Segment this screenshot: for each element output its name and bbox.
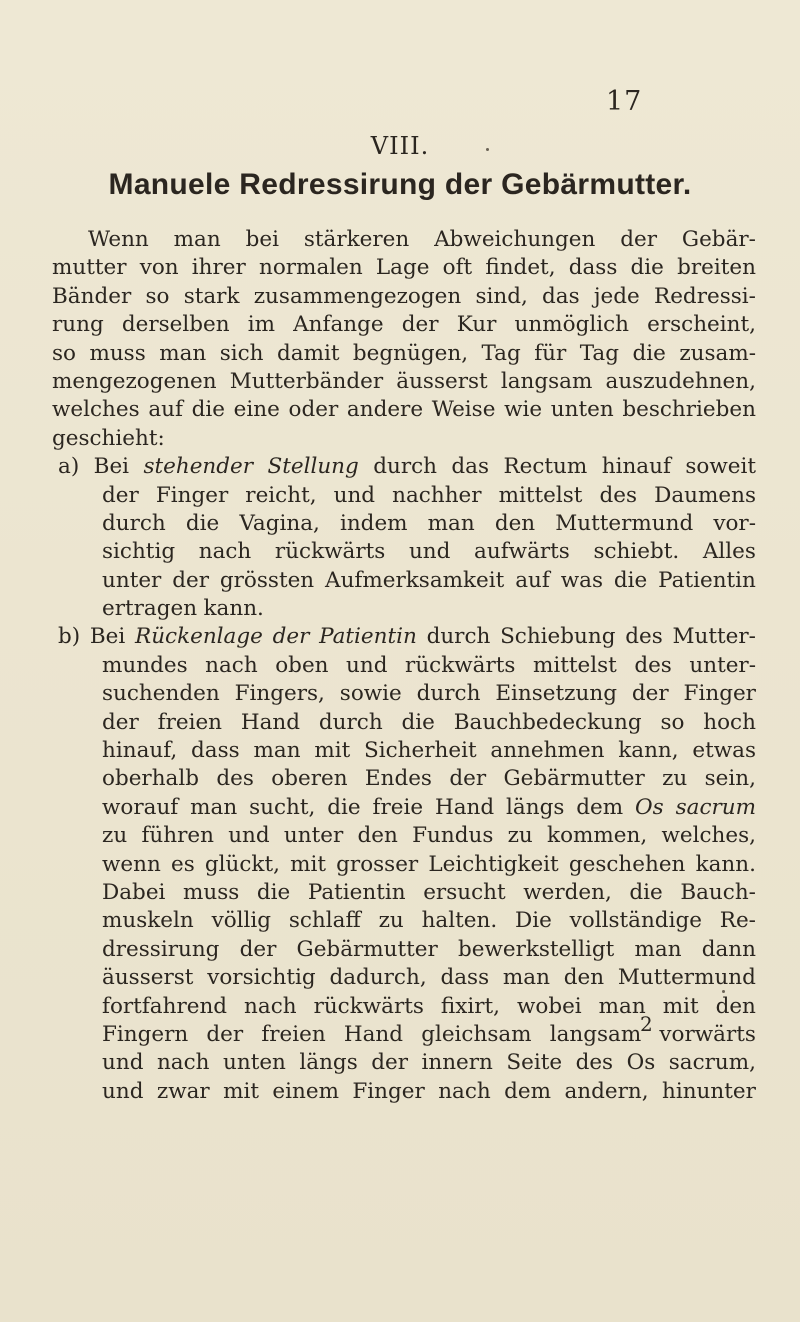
- word: und: [408, 539, 451, 565]
- text-line: [52, 368, 756, 396]
- word: Finger: [352, 1078, 425, 1104]
- word: grosser: [336, 851, 419, 877]
- word: Dabei: [102, 879, 166, 905]
- word: jede: [593, 283, 640, 309]
- word: sichtig: [102, 539, 176, 565]
- word: Endes: [364, 766, 432, 792]
- word: Daumens: [654, 482, 756, 508]
- word: nach: [438, 1078, 491, 1104]
- text-line: [52, 652, 756, 680]
- word: hinunter: [661, 1078, 756, 1104]
- word: freien: [261, 1021, 326, 1047]
- word: mit: [662, 993, 699, 1019]
- word: führen: [141, 823, 214, 849]
- word: Bänder: [52, 283, 132, 309]
- word: kommen,: [547, 823, 648, 849]
- word: innern: [421, 1050, 493, 1076]
- word: nach: [244, 993, 297, 1019]
- word: Fingern: [102, 1021, 189, 1047]
- word: welches,: [661, 823, 756, 849]
- word: äusserst: [102, 965, 194, 991]
- word: der: [206, 1021, 244, 1047]
- word: äusserst: [396, 368, 488, 394]
- word: was: [560, 567, 603, 593]
- word: Anfange: [293, 312, 384, 338]
- word: dressirung: [102, 936, 220, 962]
- word: bei: [245, 227, 279, 252]
- word: schiebt.: [593, 539, 680, 565]
- print-speck: [486, 148, 489, 151]
- text-line: [52, 1078, 756, 1106]
- word: unmöglich: [514, 312, 629, 338]
- word: mundes: [102, 652, 188, 678]
- word: oft: [442, 255, 473, 281]
- text-line: [52, 851, 756, 879]
- word: der: [620, 227, 658, 252]
- word: der: [172, 567, 209, 593]
- word: reicht,: [245, 482, 317, 508]
- word: unter: [283, 823, 344, 849]
- word: sacrum: [675, 794, 756, 820]
- word: mit: [314, 738, 351, 764]
- word: mittelst: [498, 482, 583, 508]
- word: und: [346, 652, 388, 678]
- word: mengezogenen: [52, 368, 217, 394]
- word: Einsetzung: [495, 681, 617, 707]
- word: sich: [219, 340, 264, 366]
- word: kann.: [203, 596, 264, 622]
- word: Sicherheit: [364, 738, 477, 764]
- word: fortfahrend: [102, 993, 228, 1019]
- word: so: [660, 709, 685, 735]
- word: Patientin: [319, 624, 417, 650]
- text-line: [52, 907, 756, 935]
- chapter-number: VIII.: [370, 132, 430, 160]
- word: durch: [416, 681, 481, 707]
- word: durch: [102, 510, 166, 536]
- word: wobei: [516, 993, 582, 1019]
- word: Tag: [481, 340, 521, 366]
- word: der: [371, 1050, 408, 1076]
- word: längs: [299, 1050, 358, 1076]
- word: Fingers,: [234, 681, 325, 707]
- word: den: [563, 965, 605, 991]
- word: glückt,: [204, 851, 280, 877]
- word: Finger: [683, 681, 756, 707]
- page-title: Manuele Redressirung der Gebärmutter.: [108, 168, 692, 201]
- word: erscheint,: [647, 312, 756, 338]
- word: nach: [198, 539, 252, 565]
- word: unter-: [689, 652, 756, 678]
- word: von: [139, 255, 179, 281]
- word: ihrer: [191, 255, 246, 281]
- word: nachher: [392, 482, 482, 508]
- word: vorwärts: [659, 1021, 756, 1047]
- word: unten: [223, 1050, 286, 1076]
- word: kann,: [618, 738, 679, 764]
- word: Mutterbänder: [229, 368, 384, 394]
- word: des: [599, 482, 638, 508]
- word: Re-: [719, 908, 756, 934]
- word: einem: [272, 1078, 339, 1104]
- text-line: [52, 453, 756, 481]
- word: freie: [372, 794, 424, 820]
- word: dass: [191, 738, 240, 764]
- word: etwas: [692, 738, 756, 764]
- word: rung: [52, 312, 104, 338]
- word: sucht,: [249, 794, 316, 820]
- word: die: [401, 709, 435, 735]
- word: dass: [440, 965, 490, 991]
- text-line: [52, 396, 756, 424]
- text-line: [52, 425, 756, 453]
- word: Aufmerksamkeit: [325, 567, 505, 593]
- word: durch: [373, 454, 437, 480]
- word: man: [173, 227, 221, 252]
- word: halten.: [421, 908, 498, 934]
- word: für: [534, 340, 567, 366]
- word: die: [191, 397, 225, 423]
- word: der: [102, 709, 139, 735]
- word: zu: [662, 766, 688, 792]
- word: geschehen: [568, 851, 686, 877]
- word: zu: [378, 908, 404, 934]
- text-line: [52, 765, 756, 793]
- word: gleichsam: [421, 1021, 532, 1047]
- text-line: [52, 680, 756, 708]
- word: es: [170, 851, 195, 877]
- word: die: [632, 340, 666, 366]
- word: bewerkstelligt: [457, 936, 615, 962]
- word: Seite: [506, 1050, 563, 1076]
- word: der: [401, 312, 439, 338]
- word: Redressi-: [654, 283, 756, 309]
- word: mit: [223, 1078, 260, 1104]
- word: und: [102, 1050, 144, 1076]
- word: im: [247, 312, 276, 338]
- word: die: [629, 879, 663, 905]
- word: man: [190, 794, 238, 820]
- word: hinauf,: [102, 738, 178, 764]
- word: wie: [504, 397, 543, 423]
- word: oberen: [271, 766, 348, 792]
- word: Lage: [375, 255, 430, 281]
- word: Bei: [93, 454, 130, 480]
- word: muss: [183, 879, 240, 905]
- text-line: [52, 226, 756, 254]
- word: Muttermund: [555, 510, 694, 536]
- word: rückwärts: [405, 652, 516, 678]
- word: grössten: [219, 567, 315, 593]
- word: Hand: [434, 794, 495, 820]
- word: so: [52, 340, 76, 366]
- word: dann: [701, 936, 756, 962]
- word: hinauf: [601, 454, 671, 480]
- word: Rückenlage: [135, 624, 263, 650]
- word: Leichtigkeit: [428, 851, 559, 877]
- word: muss: [89, 340, 146, 366]
- word: auf: [148, 397, 183, 423]
- word: welches: [52, 397, 140, 423]
- word: Os: [635, 794, 664, 820]
- page-number: 17: [606, 86, 643, 117]
- word: man: [159, 340, 207, 366]
- word: wenn: [102, 851, 161, 877]
- word: Patientin: [307, 879, 406, 905]
- word: man: [634, 936, 682, 962]
- word: unter: [102, 567, 162, 593]
- word: rückwärts: [313, 993, 424, 1019]
- word: findet,: [485, 255, 556, 281]
- word: andern,: [564, 1078, 649, 1104]
- word: zu: [507, 823, 533, 849]
- word: man: [253, 738, 301, 764]
- word: nach: [156, 1050, 210, 1076]
- word: kann.: [695, 851, 756, 877]
- word: Bauchbedeckung: [453, 709, 642, 735]
- word: unten: [550, 397, 614, 423]
- word: Gebär-: [681, 227, 756, 252]
- word: der: [631, 681, 669, 707]
- word: soweit: [685, 454, 756, 480]
- word: Fundus: [412, 823, 494, 849]
- text-line: [52, 538, 756, 566]
- word: dass: [568, 255, 618, 281]
- word: Hand: [343, 1021, 404, 1047]
- word: sind,: [475, 283, 528, 309]
- word: den: [494, 510, 536, 536]
- word: Bauch-: [680, 879, 756, 905]
- word: mutter: [52, 255, 127, 281]
- word: annehmen: [490, 738, 605, 764]
- word: Alles: [702, 539, 756, 565]
- word: Muttermund: [617, 965, 756, 991]
- text-line: [52, 482, 756, 510]
- word: dem: [504, 1078, 552, 1104]
- word: durch: [318, 709, 383, 735]
- word: Stellung: [267, 454, 359, 480]
- word: aufwärts: [474, 539, 570, 565]
- text-line: [52, 794, 756, 822]
- word: worauf: [102, 794, 179, 820]
- word: hoch: [703, 709, 756, 735]
- word: indem: [339, 510, 408, 536]
- text-line: [52, 879, 756, 907]
- word: durch: [426, 624, 491, 650]
- signature-mark: 2: [640, 1012, 653, 1036]
- word: des: [625, 624, 663, 650]
- word: und: [228, 823, 270, 849]
- word: andere: [346, 397, 424, 423]
- word: des: [575, 1050, 614, 1076]
- word: sein,: [704, 766, 756, 792]
- text-line: [52, 737, 756, 765]
- word: so: [145, 283, 170, 309]
- word: den: [357, 823, 398, 849]
- text-line: [52, 822, 756, 850]
- text-line: [52, 567, 756, 595]
- word: der: [102, 482, 139, 508]
- word: ertragen: [102, 596, 198, 622]
- word: Gebärmutter: [296, 936, 438, 962]
- word: Schiebung: [500, 624, 616, 650]
- word: die: [630, 255, 664, 281]
- word: langsam: [549, 1021, 642, 1047]
- word: derselben: [121, 312, 230, 338]
- word: begnügen,: [352, 340, 469, 366]
- word: oberhalb: [102, 766, 200, 792]
- text-line: [52, 623, 756, 651]
- word: Wenn: [88, 227, 149, 252]
- word: muskeln: [102, 908, 194, 934]
- word: mit: [290, 851, 326, 877]
- word: normalen: [258, 255, 363, 281]
- word: des: [634, 652, 672, 678]
- word: langsam: [500, 368, 593, 394]
- text-line: [52, 595, 756, 623]
- word: fixirt,: [440, 993, 500, 1019]
- word: das: [542, 283, 580, 309]
- word: suchenden: [102, 681, 220, 707]
- word: Vagina,: [239, 510, 320, 536]
- word: freien: [157, 709, 223, 735]
- word: beschrieben: [622, 397, 756, 423]
- word: schlaff: [288, 908, 361, 934]
- text-line: [52, 1049, 756, 1077]
- word: Gebärmutter: [503, 766, 645, 792]
- word: und: [333, 482, 376, 508]
- word: geschieht:: [52, 425, 165, 451]
- word: völlig: [211, 908, 272, 934]
- text-line: [52, 936, 756, 964]
- word: die: [613, 567, 648, 593]
- word: man: [502, 965, 550, 991]
- word: sacrum,: [668, 1050, 756, 1076]
- word: den: [715, 993, 756, 1019]
- word: zu: [102, 823, 128, 849]
- word: zusammengezogen: [253, 283, 462, 309]
- word: des: [216, 766, 254, 792]
- word: damit: [276, 340, 340, 366]
- word: ersucht: [423, 879, 506, 905]
- word: die: [256, 879, 291, 905]
- word: Hand: [240, 709, 301, 735]
- text-line: [52, 964, 756, 992]
- word: Rectum: [503, 454, 588, 480]
- text-line: [52, 311, 756, 339]
- word: dadurch,: [329, 965, 427, 991]
- word: Abweichungen: [434, 227, 596, 252]
- body-text: [52, 226, 756, 1106]
- word: Patientin: [658, 567, 756, 593]
- word: vorsichtig: [207, 965, 316, 991]
- print-speck: [722, 990, 725, 993]
- word: stehender: [143, 454, 254, 480]
- word: Os: [626, 1050, 656, 1076]
- word: auf: [515, 567, 550, 593]
- word: Tag: [579, 340, 620, 366]
- word: Kur: [456, 312, 497, 338]
- word: stark: [183, 283, 240, 309]
- word: b): [58, 624, 81, 650]
- word: Finger: [155, 482, 229, 508]
- text-line: [52, 254, 756, 282]
- word: a): [58, 454, 80, 480]
- word: werden,: [523, 879, 612, 905]
- text-line: [52, 283, 756, 311]
- word: oben: [275, 652, 329, 678]
- word: zusam-: [679, 340, 756, 366]
- word: nach: [205, 652, 258, 678]
- word: vollständige: [569, 908, 702, 934]
- word: zwar: [156, 1078, 210, 1104]
- word: der: [239, 936, 277, 962]
- word: eine: [233, 397, 280, 423]
- text-line: [52, 510, 756, 538]
- word: Die: [514, 908, 552, 934]
- text-line: [52, 340, 756, 368]
- word: der: [272, 624, 310, 650]
- word: längs: [506, 794, 565, 820]
- word: Weise: [431, 397, 496, 423]
- word: und: [102, 1078, 144, 1104]
- word: rückwärts: [274, 539, 386, 565]
- word: die: [327, 794, 361, 820]
- word: mittelst: [532, 652, 617, 678]
- word: sowie: [339, 681, 402, 707]
- word: man: [598, 993, 646, 1019]
- word: Bei: [89, 624, 126, 650]
- word: stärkeren: [303, 227, 410, 252]
- word: die: [185, 510, 220, 536]
- word: dem: [576, 794, 624, 820]
- word: auszudehnen,: [605, 368, 756, 394]
- word: man: [427, 510, 475, 536]
- word: Mutter-: [672, 624, 756, 650]
- word: oder: [288, 397, 339, 423]
- word: breiten: [677, 255, 756, 281]
- word: vor-: [713, 510, 756, 536]
- word: das: [451, 454, 490, 480]
- text-line: [52, 709, 756, 737]
- word: der: [449, 766, 487, 792]
